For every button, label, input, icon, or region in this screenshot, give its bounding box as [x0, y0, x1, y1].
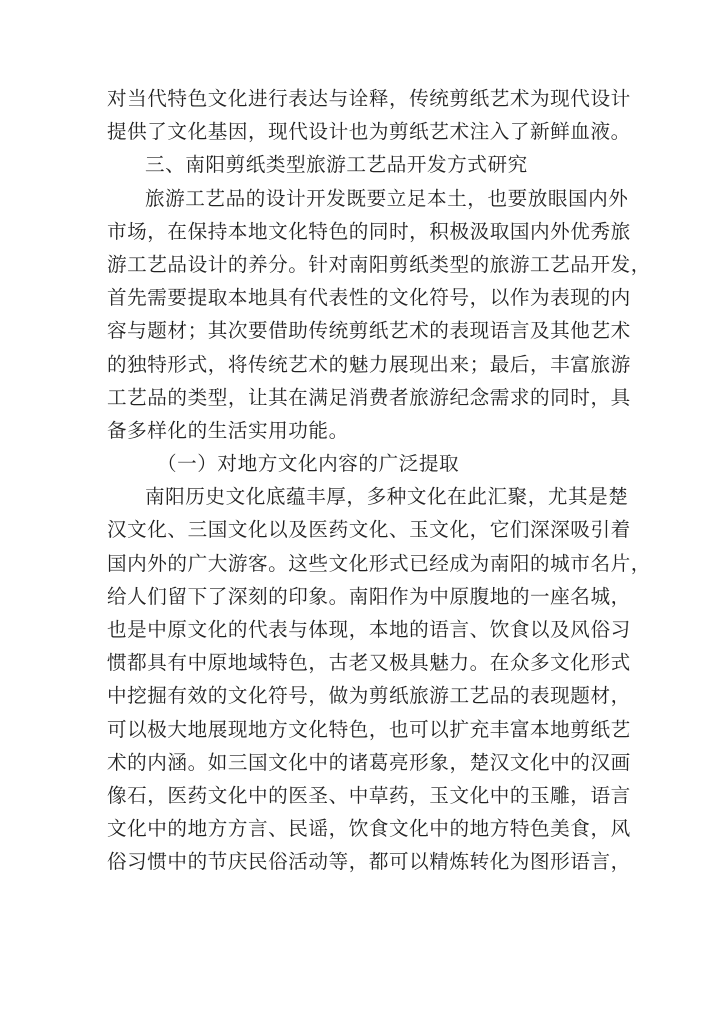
body-text-line: 的独特形式，将传统艺术的魅力展现出来；最后，丰富旅游 — [107, 352, 631, 376]
body-text-line: 游工艺品设计的养分。针对南阳剪纸类型的旅游工艺品开发， — [107, 252, 651, 276]
body-text-line: 备多样化的生活实用功能。 — [107, 418, 349, 442]
body-text-line: 工艺品的类型，让其在满足消费者旅游纪念需求的同时，具 — [107, 385, 631, 409]
subsection-heading: （一）对地方文化内容的广泛提取 — [157, 452, 460, 476]
body-text-line: 市场，在保持本地文化特色的同时，积极汲取国内外优秀旅 — [107, 219, 631, 243]
body-text-line: 对当代特色文化进行表达与诠释，传统剪纸艺术为现代设计 — [107, 87, 631, 110]
body-text-line: 中挖掘有效的文化符号，做为剪纸旅游工艺品的表现题材， — [107, 684, 631, 708]
body-text-line: 提供了文化基因，现代设计也为剪纸艺术注入了新鲜血液。 — [107, 120, 631, 144]
section-heading: 三、南阳剪纸类型旅游工艺品开发方式研究 — [145, 153, 528, 177]
body-text-line: 像石，医药文化中的医圣、中草药，玉文化中的玉雕，语言 — [107, 783, 631, 807]
body-text-line: 首先需要提取本地具有代表性的文化符号，以作为表现的内 — [107, 286, 631, 310]
body-text-line: 惯都具有中原地域特色，古老又极具魅力。在众多文化形式 — [107, 651, 631, 675]
body-text-line: 给人们留下了深刻的印象。南阳作为中原腹地的一座名城， — [107, 584, 631, 608]
body-text-line: 可以极大地展现地方文化特色，也可以扩充丰富本地剪纸艺 — [107, 717, 631, 741]
document-page — [107, 82, 651, 879]
body-text-line: 术的内涵。如三国文化中的诸葛亮形象，楚汉文化中的汉画 — [107, 750, 631, 774]
body-text-line: 汉文化、三国文化以及医药文化、玉文化，它们深深吸引着 — [107, 518, 631, 542]
body-text-line: 也是中原文化的代表与体现，本地的语言、饮食以及风俗习 — [107, 618, 631, 641]
body-text-line: 国内外的广大游客。这些文化形式已经成为南阳的城市名片， — [107, 551, 651, 575]
paragraph-first-line: 南阳历史文化底蕴丰厚，多种文化在此汇聚，尤其是楚 — [145, 485, 629, 509]
body-text-line: 文化中的地方方言、民谣，饮食文化中的地方特色美食，风 — [107, 817, 631, 841]
paragraph-first-line: 旅游工艺品的设计开发既要立足本土，也要放眼国内外 — [145, 186, 629, 210]
body-text-line: 容与题材；其次要借助传统剪纸艺术的表现语言及其他艺术 — [107, 319, 631, 343]
body-text-line: 俗习惯中的节庆民俗活动等，都可以精炼转化为图形语言， — [107, 850, 631, 874]
